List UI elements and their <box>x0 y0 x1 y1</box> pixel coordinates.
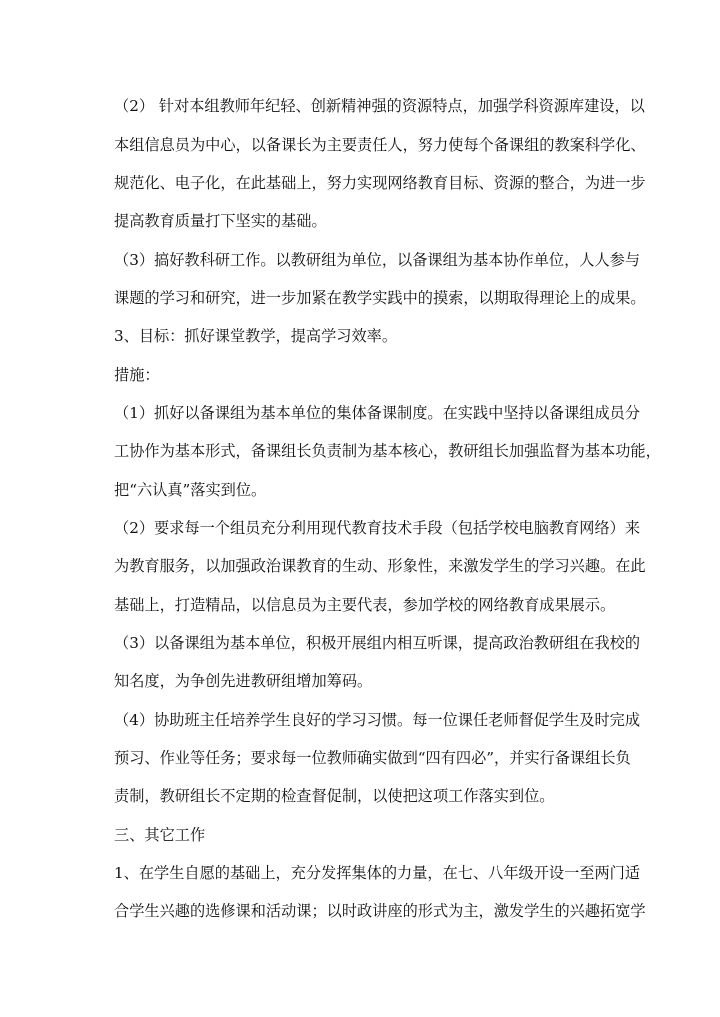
paragraph-2-line-2: 本组信息员为中心，以备课长为主要责任人，努力使每个备课组的教案科学化、 <box>114 136 646 154</box>
goal-heading: 3、目标：抓好课堂教学，提高学习效率。 <box>114 327 398 345</box>
measure-2-line-1: （2）要求每一个组员充分利用现代教育技术手段（包括学校电脑教育网络）来 <box>114 519 641 537</box>
measure-3-line-2: 知名度，为争创先进教研组增加筹码。 <box>114 672 373 690</box>
section-3-heading: 三、其它工作 <box>114 826 206 844</box>
measure-1-line-2: 工协作为基本形式，备课组长负责制为基本核心，教研组长加强监督为基本功能， <box>114 442 661 460</box>
other-work-1-line-2: 合学生兴趣的选修课和活动课；以时政讲座的形式为主，激发学生的兴趣拓宽学 <box>114 902 646 920</box>
paragraph-2-line-3: 规范化、电子化，在此基础上，努力实现网络教育目标、资源的整合，为进一步 <box>114 174 646 192</box>
measure-1-line-3: 把“六认真”落实到位。 <box>114 481 267 499</box>
measures-label: 措施： <box>114 366 160 384</box>
measure-2-line-2: 为教育服务，以加强政治课教育的生动、形象性，来激发学生的学习兴趣。在此 <box>114 557 646 575</box>
measure-1-line-1: （1）抓好以备课组为基本单位的集体备课制度。在实践中坚持以备课组成员分 <box>114 404 641 422</box>
paragraph-3-line-1: （3）搞好教科研工作。以教研组为单位，以备课组为基本协作单位，人人参与 <box>114 251 641 269</box>
measure-4-line-1: （4）协助班主任培养学生良好的学习习惯。每一位课任老师督促学生及时完成 <box>114 711 641 729</box>
measure-3-line-1: （3）以备课组为基本单位，积极开展组内相互听课，提高政治教研组在我校的 <box>114 634 641 652</box>
paragraph-2-line-1: （2） 针对本组教师年纪轻、创新精神强的资源特点，加强学科资源库建设，以 <box>114 97 645 115</box>
other-work-1-line-1: 1、在学生自愿的基础上，充分发挥集体的力量，在七、八年级开设一至两门适 <box>114 864 641 882</box>
measure-4-line-3: 责制，教研组长不定期的检查督促制，以使把这项工作落实到位。 <box>114 787 555 805</box>
measure-4-line-2: 预习、作业等任务；要求每一位教师确实做到“四有四必”，并实行备课组长负 <box>114 749 631 767</box>
paragraph-3-line-2: 课题的学习和研究，进一步加紧在教学实践中的摸索，以期取得理论上的成果。 <box>114 289 646 307</box>
paragraph-2-line-4: 提高教育质量打下坚实的基础。 <box>114 212 327 230</box>
measure-2-line-3: 基础上，打造精品，以信息员为主要代表，参加学校的网络教育成果展示。 <box>114 596 616 614</box>
